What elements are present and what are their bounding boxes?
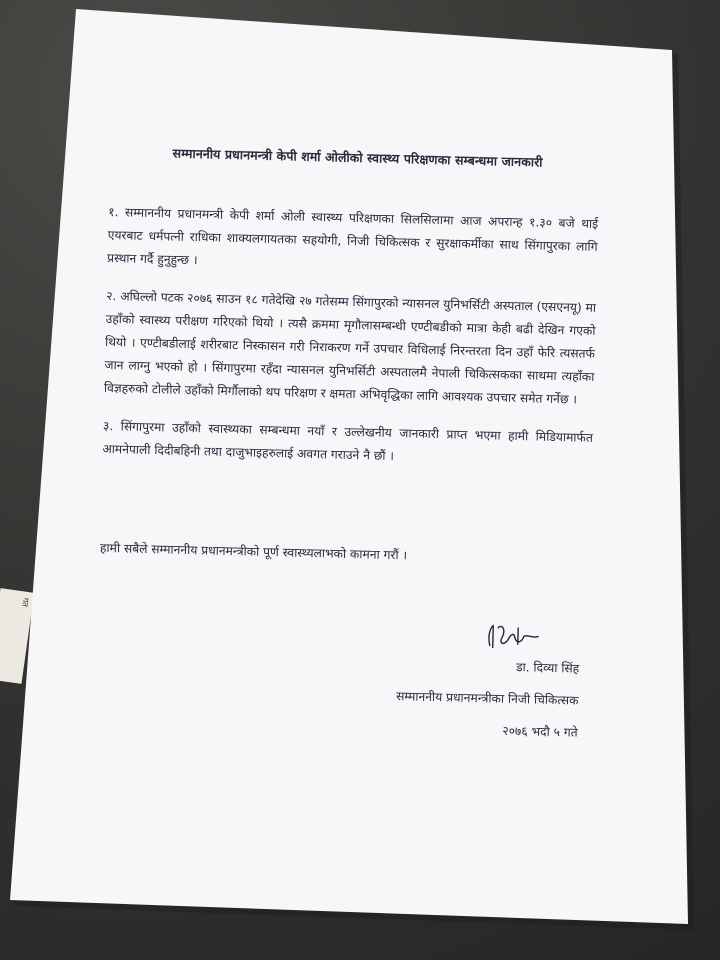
- signature-block: [96, 610, 589, 745]
- document-title: सम्माननीय प्रधानमन्त्री केपी शर्मा ओलीको स्वास्थ्य परिक्षणका सम्बन्धमा जानकारी: [172, 145, 543, 170]
- signatory-designation: सम्माननीय प्रधानमन्त्रीका निजी चिकित्सक: [395, 689, 579, 708]
- signatory-name: डा. दिव्या सिंह: [515, 660, 580, 676]
- letter-content: [95, 140, 600, 754]
- side-note-text: गत: [20, 597, 31, 608]
- document-date: २०७६ भदौ ५ गते: [502, 723, 578, 740]
- closing-wish: हामी सबैले सम्माननीय प्रधानमन्त्रीको पूर्ण स्वास्थ्यलाभको कामना गरौं ।: [99, 540, 408, 563]
- paragraph-3: ३. सिंगापुरमा उहाँको स्वास्थ्यका सम्बन्धमा नयाँ र उल्लेखनीय जानकारी प्राप्त भएमा हामी मिडियामार्फत आमनेपाली दिदीबहिनी तथा दाजुभाइहरुलाई अवगत गराउने नै छौं ।: [102, 418, 594, 464]
- paragraph-2: २. अघिल्लो पटक २०७६ साउन १८ गतेदेखि २७ गतेसम्म सिंगापुरको न्यासनल युनिभर्सिटी अस्पताल (एसएनयू) मा उहाँको स्वास्थ्य परीक्षण गरिएको थियो । त्यसै क्रममा मृगौलासम्बन्धी एण्टीबडीको मात्रा केही बढी देखिन गएको थियो । एण्टीबडीलाई शरीरबाट निस्कासन गरी निराकरण गर्ने उपचार विधिलाई निरन्तरता दिन उहाँ फेरि त्यसतर्फ जान लाग्नु भएको हो । सिंगापुरमा रहँदा न्यासनल युनिभर्सिटी अस्पतालमै नेपाली चिकित्सकका साथमा त्यहाँका विज्ञहरुको टोलीले उहाँको मिर्गौलाको थप परिक्षण र क्षमता अभिवृद्धिका लागि आवश्यक उपचार समेत गर्नेछ ।: [103, 288, 597, 407]
- paragraph-1: १. सम्माननीय प्रधानमन्त्री केपी शर्मा ओली स्वास्थ्य परिक्षणका सिलसिलामा आज अपरान्ह १.३० बजे थाई एयरबाट धर्मपत्नी राधिका शाक्यलगायतका सहयोगी, निजी चिकित्सक र सुरक्षाकर्मीका साथ सिंगापुरका लागि प्रस्थान गर्दै हुनुहुन्छ ।: [106, 204, 599, 268]
